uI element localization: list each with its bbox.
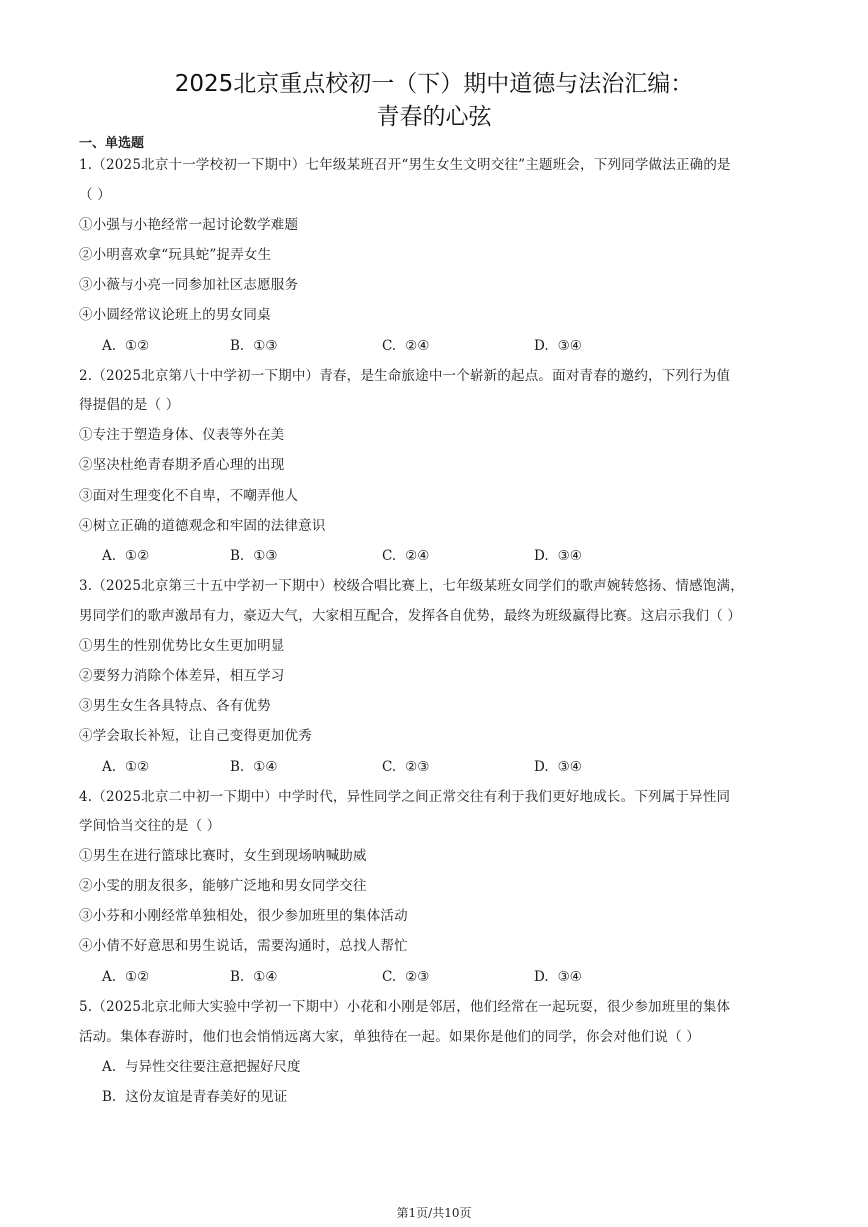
option-key: A. (102, 1059, 117, 1075)
question-2-options (0, 546, 868, 566)
option-text: 这份友谊是青春美好的见证 (125, 1089, 288, 1105)
option-a (102, 546, 149, 566)
option-d (534, 757, 582, 777)
option-key: B. (230, 759, 245, 775)
option-key: C. (382, 759, 397, 775)
option-text: ①③ (253, 548, 278, 564)
option-a (102, 757, 149, 777)
option-text: ②③ (405, 759, 430, 775)
section-heading: 一、单选题 (79, 136, 145, 151)
option-key: D. (534, 338, 549, 354)
document-title-line1: 2025北京重点校初一（下）期中道德与法治汇编： (174, 71, 694, 97)
option-key: C. (382, 969, 397, 985)
option-a (102, 1057, 301, 1077)
option-text: ③④ (557, 548, 582, 564)
question-3-options (0, 757, 868, 777)
option-key: C. (382, 338, 397, 354)
question-4-options (0, 967, 868, 987)
option-text: 与异性交往要注意把握好尺度 (125, 1059, 301, 1075)
option-c (382, 967, 429, 987)
option-key: B. (102, 1089, 117, 1105)
option-c (382, 336, 429, 356)
question-3-statement: ②要努力消除个体差异，相互学习 (79, 668, 285, 684)
option-text: ①④ (253, 969, 278, 985)
option-text: ①② (125, 759, 150, 775)
question-4-stem-line2: 学间恰当交往的是（ ） (79, 818, 221, 834)
option-text: ③④ (557, 338, 582, 354)
option-text: ①② (125, 548, 150, 564)
option-text: ②④ (405, 338, 430, 354)
option-d (534, 967, 582, 987)
question-4-statement: ②小雯的朋友很多，能够广泛地和男女同学交往 (79, 878, 367, 894)
option-key: A. (102, 548, 117, 564)
question-3-statement: ③男生女生各具特点、各有优势 (79, 698, 271, 714)
question-2-statement: ④树立正确的道德观念和牢固的法律意识 (79, 518, 326, 534)
question-3-stem-line1: 3.（2025北京第三十五中学初一下期中）校级合唱比赛上，七年级某班女同学们的歌声婉转悠扬、情感饱满， (79, 578, 744, 594)
option-text: ①② (125, 969, 150, 985)
question-1-statement: ④小圆经常议论班上的男女同桌 (79, 307, 271, 323)
option-text: ①③ (253, 338, 278, 354)
question-5-option-b-row (0, 1087, 868, 1107)
question-1-stem-line2: （ ） (79, 187, 111, 203)
question-2-stem-line2: 得提倡的是（ ） (79, 397, 180, 413)
question-5-stem-line2: 活动。集体春游时，他们也会悄悄远离大家，单独待在一起。如果你是他们的同学，你会对他们说（ ） (79, 1029, 700, 1045)
option-key: B. (230, 548, 245, 564)
option-a (102, 967, 149, 987)
option-key: A. (102, 969, 117, 985)
option-key: A. (102, 759, 117, 775)
option-b (230, 336, 277, 356)
question-4-statement: ④小倩不好意思和男生说话，需要沟通时，总找人帮忙 (79, 938, 408, 954)
option-text: ①② (125, 338, 150, 354)
question-2-stem-line1: 2.（2025北京第八十中学初一下期中）青春，是生命旅途中一个崭新的起点。面对青春的邀约，下列行为值 (79, 368, 731, 384)
document-title-line2: 青春的心弦 (376, 104, 492, 130)
option-key: D. (534, 759, 549, 775)
option-a (102, 336, 149, 356)
option-text: ②④ (405, 548, 430, 564)
option-text: ③④ (557, 969, 582, 985)
option-d (534, 546, 582, 566)
page-footer: 第1页/共10页 (396, 1206, 472, 1220)
option-text: ①④ (253, 759, 278, 775)
option-c (382, 546, 429, 566)
question-1-stem-line1: 1.（2025北京十一学校初一下期中）七年级某班召开“男生女生文明交往”主题班会，下列同学做法正确的是 (79, 157, 731, 173)
question-1-statement: ③小薇与小亮一同参加社区志愿服务 (79, 277, 299, 293)
option-b (230, 757, 277, 777)
question-4-statement: ①男生在进行篮球比赛时，女生到现场呐喊助威 (79, 848, 367, 864)
option-key: B. (230, 969, 245, 985)
option-text: ③④ (557, 759, 582, 775)
question-3-stem-line2: 男同学们的歌声激昂有力，豪迈大气，大家相互配合，发挥各自优势，最终为班级赢得比赛。这启示我们（ ） (79, 608, 742, 624)
question-1-statement: ①小强与小艳经常一起讨论数学难题 (79, 217, 299, 233)
question-2-statement: ①专注于塑造身体、仪表等外在美 (79, 427, 285, 443)
option-b (230, 546, 277, 566)
question-5-option-a-row (0, 1057, 868, 1077)
question-1-options (0, 336, 868, 356)
option-b (230, 967, 277, 987)
option-key: D. (534, 548, 549, 564)
option-key: C. (382, 548, 397, 564)
question-4-stem-line1: 4.（2025北京二中初一下期中）中学时代，异性同学之间正常交往有利于我们更好地成长。下列属于异性同 (79, 789, 731, 805)
option-key: D. (534, 969, 549, 985)
option-key: B. (230, 338, 245, 354)
option-text: ②③ (405, 969, 430, 985)
question-2-statement: ②坚决杜绝青春期矛盾心理的出现 (79, 457, 285, 473)
question-2-statement: ③面对生理变化不自卑，不嘲弄他人 (79, 488, 299, 504)
option-c (382, 757, 429, 777)
option-b (102, 1087, 287, 1107)
option-d (534, 336, 582, 356)
option-key: A. (102, 338, 117, 354)
question-3-statement: ①男生的性别优势比女生更加明显 (79, 638, 285, 654)
question-4-statement: ③小芬和小刚经常单独相处，很少参加班里的集体活动 (79, 908, 408, 924)
question-1-statement: ②小明喜欢拿“玩具蛇”捉弄女生 (79, 247, 272, 263)
question-3-statement: ④学会取长补短，让自己变得更加优秀 (79, 728, 312, 744)
question-5-stem-line1: 5.（2025北京北师大实验中学初一下期中）小花和小刚是邻居，他们经常在一起玩耍，很少参加班里的集体 (79, 999, 731, 1015)
